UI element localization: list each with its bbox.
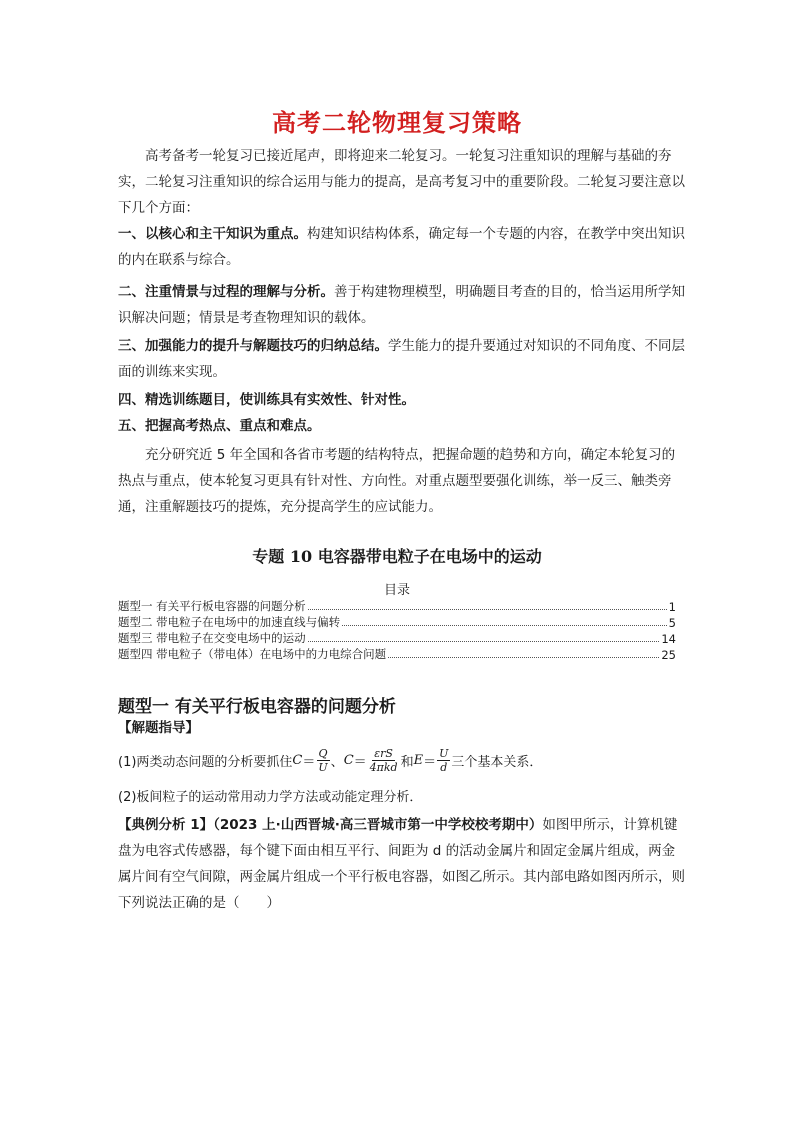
formula-prefix: (1)两类动态问题的分析要抓住 xyxy=(118,754,293,770)
guide-heading: 【解题指导】 xyxy=(118,720,199,736)
section-title: 题型一 有关平行板电容器的问题分析 xyxy=(118,697,396,717)
toc-leader-dots xyxy=(388,657,659,658)
toc-leader-dots xyxy=(308,641,660,642)
toc-entry[interactable] xyxy=(118,598,676,614)
toc-heading: 目录 xyxy=(383,583,410,598)
toc-entry-label: 题型二 带电粒子在电场中的加速直线与偏转 xyxy=(118,615,341,629)
fraction-capacitance xyxy=(368,747,400,774)
example-source: （2023 上·山西晋城·高三晋城市第一中学校校考期中） xyxy=(213,817,543,833)
example-text: 如图甲所示，计算机键盘为电容式传感器，每个键下面由相互平行、间距为 d 的活动金属片和固定金属片组成，两金属片间有空气间隙，两金属片组成一个平行板电容器，如图乙所示。其内部电路如图丙所示，则下列说法正确的是（ ） xyxy=(118,817,685,911)
equals-sign: ＝ xyxy=(302,754,316,770)
toc-entry[interactable] xyxy=(118,614,676,630)
toc-entry[interactable] xyxy=(118,630,676,646)
example-paragraph xyxy=(118,812,686,916)
toc-entry-label: 题型三 带电粒子在交变电场中的运动 xyxy=(118,631,306,645)
formula-separator: 、 xyxy=(330,754,344,770)
toc-entry-page: 5 xyxy=(668,616,676,630)
intro-paragraph: 高考备考一轮复习已接近尾声，即将迎来二轮复习。一轮复习注重知识的理解与基础的夯实，二轮复习注重知识的综合运用与能力的提高，是高考复习中的重要阶段。二轮复习要注意以下几个方面： xyxy=(118,148,685,216)
toc-entry-label: 题型四 带电粒子（带电体）在电场中的力电综合问题 xyxy=(118,647,387,661)
subject-heading: 专题 10 电容器带电粒子在电场中的运动 xyxy=(252,547,542,566)
toc-entry-page: 25 xyxy=(661,648,676,662)
fraction-denominator: 4πkd xyxy=(369,760,398,774)
toc-entry-page: 1 xyxy=(668,600,676,614)
table-of-contents xyxy=(118,598,676,662)
formula-suffix: 三个基本关系． xyxy=(451,754,543,770)
example-label: 【典例分析 1】 xyxy=(118,817,214,833)
point-1-heading: 一、以核心和主干知识为重点。 xyxy=(118,226,307,242)
formula-separator: 和 xyxy=(400,754,414,770)
point-2-text: 善于构建物理模型，明确题目考查的目的，恰当运用所学知识解决问题；情景是考查物理知识的载体。 xyxy=(118,284,685,326)
fraction-numerator: U xyxy=(439,746,449,760)
point-1 xyxy=(118,221,686,273)
fraction-u-over-d xyxy=(437,747,450,774)
point-4-heading: 四、精选训练题目，使训练具有实效性、针对性。 xyxy=(118,392,415,408)
formula-line xyxy=(118,742,542,778)
toc-leader-dots xyxy=(342,625,667,626)
point-2 xyxy=(118,279,686,331)
fraction-denominator: U xyxy=(318,760,328,774)
point-3-heading: 三、加强能力的提升与解题技巧的归纳总结。 xyxy=(118,338,388,354)
toc-leader-dots xyxy=(308,609,667,610)
fraction-q-over-u xyxy=(316,747,329,774)
page-title: 高考二轮物理复习策略 xyxy=(272,109,522,137)
closing-paragraph: 充分研究近 5 年全国和各省市考题的结构特点，把握命题的趋势和方向，确定本轮复习的热点与重点，使本轮复习更具有针对性、方向性。对重点题型要强化训练，举一反三、触类旁通，注重解题技巧的提炼，充分提高学生的应试能力。 xyxy=(118,447,676,515)
formula-e-lhs: E xyxy=(413,752,424,768)
toc-entry-page: 14 xyxy=(661,632,676,646)
fraction-denominator: d xyxy=(440,760,448,774)
formula-c2-lhs: C xyxy=(343,752,354,768)
formula-c1-lhs: C xyxy=(292,752,303,768)
equals-sign: ＝ xyxy=(423,754,437,770)
fraction-numerator: Q xyxy=(318,746,328,760)
point-2-heading: 二、注重情景与过程的理解与分析。 xyxy=(118,284,334,300)
point-5-heading: 五、把握高考热点、重点和难点。 xyxy=(118,418,321,434)
point-4 xyxy=(118,387,686,413)
point-5 xyxy=(118,413,686,439)
point-3 xyxy=(118,333,686,385)
point-3-text: 学生能力的提升要通过对知识的不同角度、不同层面的训练来实现。 xyxy=(118,338,685,380)
toc-entry-label: 题型一 有关平行板电容器的问题分析 xyxy=(118,599,306,613)
fraction-numerator: εrS xyxy=(374,746,393,760)
equals-sign: ＝ xyxy=(353,754,367,770)
point-1-text: 构建知识结构体系，确定每一个专题的内容，在教学中突出知识的内在联系与综合。 xyxy=(118,226,685,268)
method-note: (2)板间粒子的运动常用动力学方法或动能定理分析． xyxy=(118,790,423,805)
toc-entry[interactable] xyxy=(118,646,676,662)
